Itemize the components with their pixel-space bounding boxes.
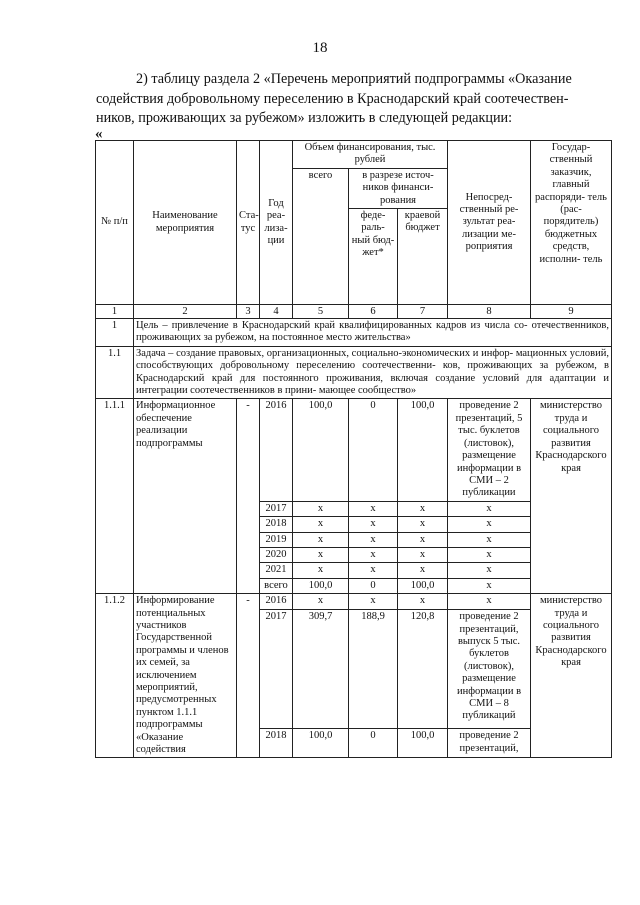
total-cell: x	[293, 594, 349, 610]
column-number: 1	[96, 305, 134, 319]
regional-cell: x	[398, 563, 448, 578]
result-cell: x	[448, 547, 531, 562]
total-cell: x	[293, 517, 349, 532]
result-cell: проведение 2 презентаций,	[448, 729, 531, 758]
header-result: Непосред- ственный ре- зультат реа- лизации ме- роприятия	[448, 141, 531, 305]
column-number: 3	[237, 305, 260, 319]
result-cell: проведение 2 презентаций, 5 тыс. буклетов (листовок), размещение информации в СМИ – 2 публикации	[448, 399, 531, 501]
year-cell: 2017	[260, 610, 293, 729]
item-num: 1.1.2	[96, 594, 134, 758]
header-row	[96, 141, 612, 169]
result-cell: x	[448, 578, 531, 593]
result-cell: x	[448, 594, 531, 610]
result-cell: проведение 2 презентаций, выпуск 5 тыс. буклетов (листовок), размещение информации в СМИ – 8 публикаций	[448, 610, 531, 729]
column-number: 6	[349, 305, 398, 319]
task-text: Задача – создание правовых, организационных, социально-экономических и инфор- мационных условий, способствующих добровольному переселению соотечественни- ков, проживающих за рубежом, в Краснодарский край для постоянного проживания, включая создание условий для адаптации и интеграции соотечественников в прини- мающее сообщество»	[134, 346, 612, 399]
federal-cell: x	[349, 532, 398, 547]
header-federal: феде- раль- ный бюд- жет*	[349, 209, 398, 305]
federal-cell: x	[349, 563, 398, 578]
result-cell: x	[448, 517, 531, 532]
year-cell: 2016	[260, 399, 293, 501]
measures-table	[95, 140, 612, 758]
customer-cell: министерство труда и социального развития Краснодарского края	[531, 399, 612, 594]
item-status: -	[237, 399, 260, 594]
item-status: -	[237, 594, 260, 758]
header-regional: краевой бюджет	[398, 209, 448, 305]
regional-cell: 100,0	[398, 399, 448, 501]
total-cell: x	[293, 501, 349, 516]
page-number: 18	[312, 40, 328, 56]
regional-cell: x	[398, 517, 448, 532]
year-cell: 2018	[260, 517, 293, 532]
result-cell: x	[448, 501, 531, 516]
opening-quote: «	[95, 126, 103, 142]
total-cell: x	[293, 532, 349, 547]
customer-cell: министерство труда и социального развития Краснодарского края	[531, 594, 612, 758]
header-num: № п/п	[96, 141, 134, 305]
year-cell: всего	[260, 578, 293, 593]
year-cell: 2017	[260, 501, 293, 516]
goal-text: Цель – привлечение в Краснодарский край квалифицированных кадров из числа со- отечественников, проживающих за рубежом, на постоянное место жительства»	[134, 319, 612, 347]
goal-row	[96, 319, 612, 347]
header-year: Год реа- лиза- ции	[260, 141, 293, 305]
task-row	[96, 346, 612, 399]
result-cell: x	[448, 532, 531, 547]
item-name: Информирование потенциальных участников Государственной программы и членов их семей, за исключением мероприятий, предусмотренных пунктом 1.1.1 подпрограммы «Оказание содействия	[134, 594, 237, 758]
federal-cell: x	[349, 501, 398, 516]
header-total: всего	[293, 168, 349, 304]
federal-cell: 0	[349, 729, 398, 758]
regional-cell: 100,0	[398, 729, 448, 758]
intro-line: содействия добровольному переселению в Краснодарский край соотечествен-	[96, 90, 569, 107]
total-cell: x	[293, 547, 349, 562]
column-number: 4	[260, 305, 293, 319]
column-number: 2	[134, 305, 237, 319]
item-num: 1.1.1	[96, 399, 134, 594]
year-cell: 2019	[260, 532, 293, 547]
task-num: 1.1	[96, 346, 134, 399]
table-row	[96, 594, 612, 610]
intro-paragraph	[96, 70, 611, 129]
total-cell: x	[293, 563, 349, 578]
header-customer: Государ- ственный заказчик, главный распоряди- тель (рас- порядитель) бюджетных средств, исполни- тель	[531, 141, 612, 305]
federal-cell: 188,9	[349, 610, 398, 729]
intro-line: 2) таблицу раздела 2 «Перечень мероприятий подпрограммы «Оказание	[136, 71, 572, 87]
total-cell: 100,0	[293, 578, 349, 593]
regional-cell: x	[398, 501, 448, 516]
year-cell: 2016	[260, 594, 293, 610]
header-status: Ста- тус	[237, 141, 260, 305]
regional-cell: 120,8	[398, 610, 448, 729]
column-number: 8	[448, 305, 531, 319]
intro-line: ников, проживающих за рубежом» изложить в следующей редакции:	[96, 110, 513, 126]
result-cell: x	[448, 563, 531, 578]
regional-cell: 100,0	[398, 578, 448, 593]
item-name: Информационное обеспечение реализации подпрограммы	[134, 399, 237, 594]
total-cell: 100,0	[293, 729, 349, 758]
total-cell: 100,0	[293, 399, 349, 501]
federal-cell: x	[349, 547, 398, 562]
federal-cell: 0	[349, 578, 398, 593]
year-cell: 2020	[260, 547, 293, 562]
federal-cell: 0	[349, 399, 398, 501]
column-number-row	[96, 305, 612, 319]
regional-cell: x	[398, 594, 448, 610]
column-number: 7	[398, 305, 448, 319]
table-row	[96, 399, 612, 501]
header-name: Наименование мероприятия	[134, 141, 237, 305]
column-number: 5	[293, 305, 349, 319]
header-by-source: в разрезе источ- ников финанси- рования	[349, 168, 448, 208]
regional-cell: x	[398, 532, 448, 547]
year-cell: 2021	[260, 563, 293, 578]
header-funding: Объем финансирования, тыс. рублей	[293, 141, 448, 169]
total-cell: 309,7	[293, 610, 349, 729]
federal-cell: x	[349, 594, 398, 610]
federal-cell: x	[349, 517, 398, 532]
year-cell: 2018	[260, 729, 293, 758]
regional-cell: x	[398, 547, 448, 562]
goal-num: 1	[96, 319, 134, 347]
column-number: 9	[531, 305, 612, 319]
